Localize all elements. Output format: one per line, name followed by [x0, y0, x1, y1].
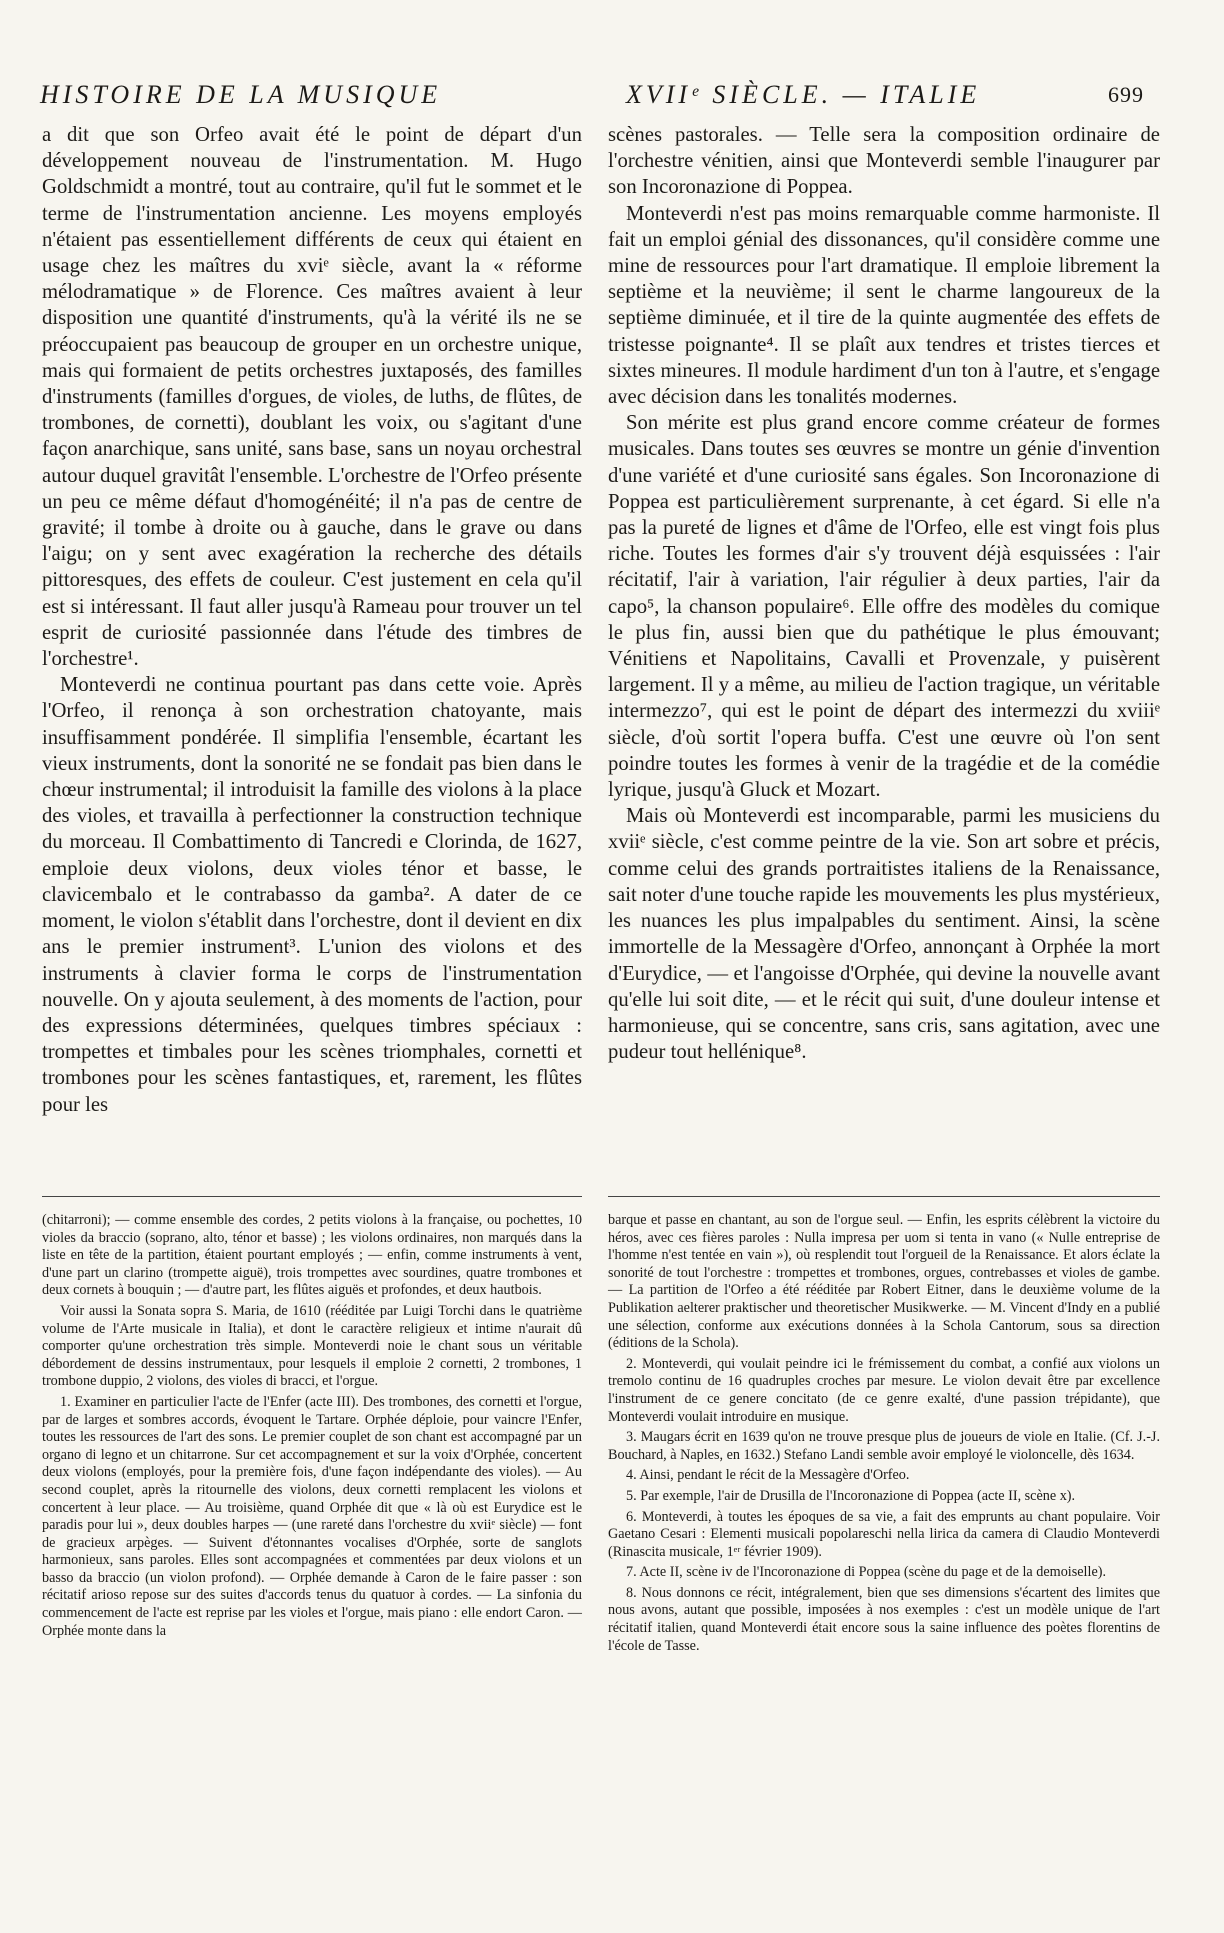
header-section-title: XVIIᵉ SIÈCLE. — ITALIE [626, 80, 981, 109]
paragraph: Mais où Monteverdi est incomparable, parmi les musiciens du xviiᵉ siècle, c'est comme peintre de la vie. Son art sobre et précis, comme celui des grands portraitistes italiens de la Renaissance, sait noter d'une touche rapide les mouvements les plus mystérieux, les nuances les plus impalpables du sentiment. Ainsi, la scène immortelle de la Messagère d'Orfeo, annonçant à Orphée la mort d'Eurydice, — et l'angoisse d'Orphée, qui devine la nouvelle avant qu'elle lui soit dite, — et le récit qui suit, d'une douleur intense et harmonieuse, qui se concentre, sans cris, sans agitation, avec une pudeur tout hellénique⁸. [608, 805, 1160, 1064]
paragraph: Monteverdi ne continua pourtant pas dans cette voie. Après l'Orfeo, il renonça à son orchestration chatoyante, mais insuffisamment pondérée. Il simplifia l'ensemble, écartant les vieux instruments, dont la sonorité ne se fondait pas bien dans le chœur instrumental; il introduisit la famille des violons à la place des violes, et travailla à perfectionner la construction technique du morceau. Il Combattimento di Tancredi e Clorinda, de 1627, emploie deux violons, deux violes ténor et basse, le clavicembalo et le contrabasso da gamba². A dater de ce moment, le violon s'établit dans l'orchestre, dont il devient en dix ans le premier instrument³. L'union des violons et des instruments à clavier forma le corps de l'instrumentation nouvelle. On y ajouta seulement, à des moments de l'action, pour des expressions déterminées, quelques timbres spéciaux : trompettes et timbales pour les scènes triomphales, cornetti et trombones pour les scènes fantastiques, et, rarement, les flûtes pour les [42, 674, 582, 1116]
footnote-separator-left [42, 1196, 582, 1197]
footnote-separator-right [608, 1196, 1160, 1197]
footnote: 8. Nous donnons ce récit, intégralement, bien que ses dimensions s'écartent des limites que nous avons, autant que possible, imposées à nos exemples : c'est un modèle unique de l'art récitatif italien, quand Monteverdi était encore sous la saine influence des poètes florentins de l'école de Tasse. [608, 1584, 1160, 1654]
right-column-text [608, 122, 1160, 1065]
running-header [40, 80, 1224, 114]
paragraph: a dit que son Orfeo avait été le point de départ d'un développement nouveau de l'instrumentation. M. Hugo Goldschmidt a montré, tout au contraire, qu'il fut le sommet et le terme de l'instrumentation ancienne. Les moyens employés n'étaient pas essentiellement différents de ceux qui étaient en usage chez les maîtres du xviᵉ siècle, avant la « réforme mélodramatique » de Florence. Ces maîtres avaient à leur disposition une quantité d'instruments, qu'à la vérité ils ne se préoccupaient pas beaucoup de grouper en un orchestre unique, mais qui formaient de petits orchestres juxtaposés, des familles d'instruments (familles d'orgues, de violes, de luths, de flûtes, de trombones, de cornetti), doublant les voix, ou s'agitant d'une façon anarchique, sans unité, sans base, sans un noyau orchestral autour duquel gravitât l'ensemble. L'orchestre de l'Orfeo présente un peu ce même défaut d'homogénéité; il n'a pas de centre de gravité; il tombe à droite ou à gauche, dans le grave ou dans l'aigu; on y sent avec exagération la recherche des détails pittoresques, des effets de couleur. C'est justement en cela qu'il est si intéressant. Il faut aller jusqu'à Rameau pour trouver un tel esprit de curiosité passionnée dans l'étude des timbres de l'orchestre¹. [42, 124, 582, 671]
footnote: 1. Examiner en particulier l'acte de l'Enfer (acte III). Des trombones, des cornetti et l'orgue, par de larges et sombres accords, évoquent le Tartare. Orphée déploie, pour vaincre l'Enfer, toutes les ressources de l'art des sons. Le premier couplet de son chant est accompagné par un organo di legno et un chitarrone. Sur cet accompagnement et sur la voix d'Orphée, concertent deux violons (employés, pour la première fois, d'une façon indépendante des violes). — Au second couplet, après la ritournelle des violons, deux cornetti remplacent les violons et concertent à leur place. — Au troisième, quand Orphée dit que « là où est Eurydice est le paradis pour lui », deux doubles harpes — (une rareté dans l'orchestre du xviiᵉ siècle) — font de gracieux arpèges. — Suivent d'étonnantes vocalises d'Orphée, sorte de sanglots harmonieux, sans paroles. Elles sont accompagnées et commentées par deux violons et un basso da braccio (un violon profond). — Orphée demande à Caron de le faire passer : son récitatif arioso repose sur des suites d'accords tenus du quatuor à cordes. — La sinfonia du commencement de l'acte est reprise par les violes et l'orgue, mais piano : elle endort Caron. — Orphée monte dans la [42, 1393, 582, 1639]
page-number: 699 [1108, 82, 1144, 107]
footnote: 5. Par exemple, l'air de Drusilla de l'Incoronazione di Poppea (acte II, scène x). [626, 1487, 1076, 1504]
left-footnotes [42, 1212, 582, 1643]
footnote: 2. Monteverdi, qui voulait peindre ici le frémissement du combat, a confié aux violons un tremolo continu de 16 quadruples croches par mesure. Le violon devait être par excellence l'instrument de ce genere concitato (de ce genre exalté, d'une passion trépidante), que Monteverdi voulait introduire en musique. [608, 1355, 1160, 1425]
paragraph: Monteverdi n'est pas moins remarquable comme harmoniste. Il fait un emploi génial des dissonances, qu'il considère comme une mine de ressources pour l'art dramatique. Il emploie librement la septième et la neuvième; il sent le charme langoureux de la septième diminuée, et il tire de la quinte augmentée des effets de tristesse poignante⁴. Il se plaît aux tendres et tristes tierces et sixtes mineures. Il module hardiment d'un ton à l'autre, et s'engage avec décision dans les tonalités modernes. [608, 202, 1160, 409]
paragraph: scènes pastorales. — Telle sera la composition ordinaire de l'orchestre vénitien, ainsi que Monteverdi semble l'inaugurer par son Incoronazione di Poppea. [608, 124, 1160, 199]
footnote: 4. Ainsi, pendant le récit de la Messagère d'Orfeo. [626, 1467, 910, 1484]
header-book-title: HISTOIRE DE LA MUSIQUE [40, 80, 442, 109]
left-column-text [42, 122, 582, 1118]
right-footnotes [608, 1212, 1160, 1658]
paragraph: Son mérite est plus grand encore comme créateur de formes musicales. Dans toutes ses œuvres se montre un génie d'invention d'une variété et d'une curiosité sans égales. Son Incoronazione di Poppea est particulièrement surprenante, à cet égard. Si elle n'a pas la pureté de lignes et d'âme de l'Orfeo, elle est vingt fois plus riche. Toutes les formes d'air s'y trouvent déjà esquissées : l'air récitatif, l'air à variation, l'air régulier à deux parties, l'air da capo⁵, la chanson populaire⁶. Elle offre des modèles du comique le plus fin, aussi bien que du pathétique le plus émouvant; Vénitiens et Napolitains, Cavalli et Provenzale, y puisèrent largement. Il y a même, au milieu de l'action tragique, un véritable intermezzo⁷, qui est le point de départ des intermezzi du xviiiᵉ siècle, d'où sortit l'opera buffa. C'est une œuvre où l'on sent poindre toutes les formes à venir de la tragédie et de la comédie lyrique, jusqu'à Gluck et Mozart. [608, 412, 1160, 802]
footnote: Voir aussi la Sonata sopra S. Maria, de 1610 (rééditée par Luigi Torchi dans le quatrième volume de l'Arte musicale in Italia), et dont le caractère religieux et intime n'aurait dû comporter qu'une orchestration très simple. Monteverdi noie le chant sous un véritable débordement de dessins instrumentaux, pour lesquels il emploie 2 cornetti, 2 trombones, 1 trombone duppio, 2 violons, des violes di bracci, et l'orgue. [42, 1302, 582, 1390]
footnote: 6. Monteverdi, à toutes les époques de sa vie, a fait des emprunts au chant populaire. Voir Gaetano Cesari : Elementi musicali popolareschi nella lirica da camera di Claudio Monteverdi (Rinascita musicale, 1ᵉʳ février 1909). [608, 1508, 1160, 1560]
footnote: (chitarroni); — comme ensemble des cordes, 2 petits violons à la française, ou pochettes, 10 violes da braccio (soprano, alto, ténor et basse) ; les violons ordinaires, non marqués dans la liste en tête de la partition, étaient pourtant employés ; — enfin, comme instruments à vent, d'une part un clarino (trompette aiguë), trois trompettes avec sourdines, quatre trombones et deux cornets à bouquin ; — d'autre part, les flûtes aiguës et profondes, et deux hautbois. [42, 1212, 582, 1299]
footnote: 3. Maugars écrit en 1639 qu'on ne trouve presque plus de joueurs de viole en Italie. (Cf. J.-J. Bouchard, à Naples, en 1632.) Stefano Landi semble avoir employé le violoncelle, dès 1634. [608, 1429, 1160, 1463]
footnote: barque et passe en chantant, au son de l'orgue seul. — Enfin, les esprits célèbrent la victoire du héros, avec ces fières paroles : Nulla impresa per uom si tenta in vano (« Nulle entreprise de l'homme n'est tentée en vain »), où resplendit tout l'orgueil de la Renaissance. Et alors éclate la sonorité de tout l'orchestre : trompettes et trombones, orgues, contrebasses et violes de gambe. — La partition de l'Orfeo a été rééditée par Robert Eitner, dans le deuxième volume de la Publikation aelterer praktischer und theoretischer Musikwerke. — M. Vincent d'Indy en a publié une sélection, conforme aux exécutions données à la Schola Cantorum, sous sa direction (éditions de la Schola). [608, 1212, 1160, 1352]
footnote: 7. Acte II, scène iv de l'Incoronazione di Poppea (scène du page et de la demoiselle). [626, 1564, 1107, 1581]
